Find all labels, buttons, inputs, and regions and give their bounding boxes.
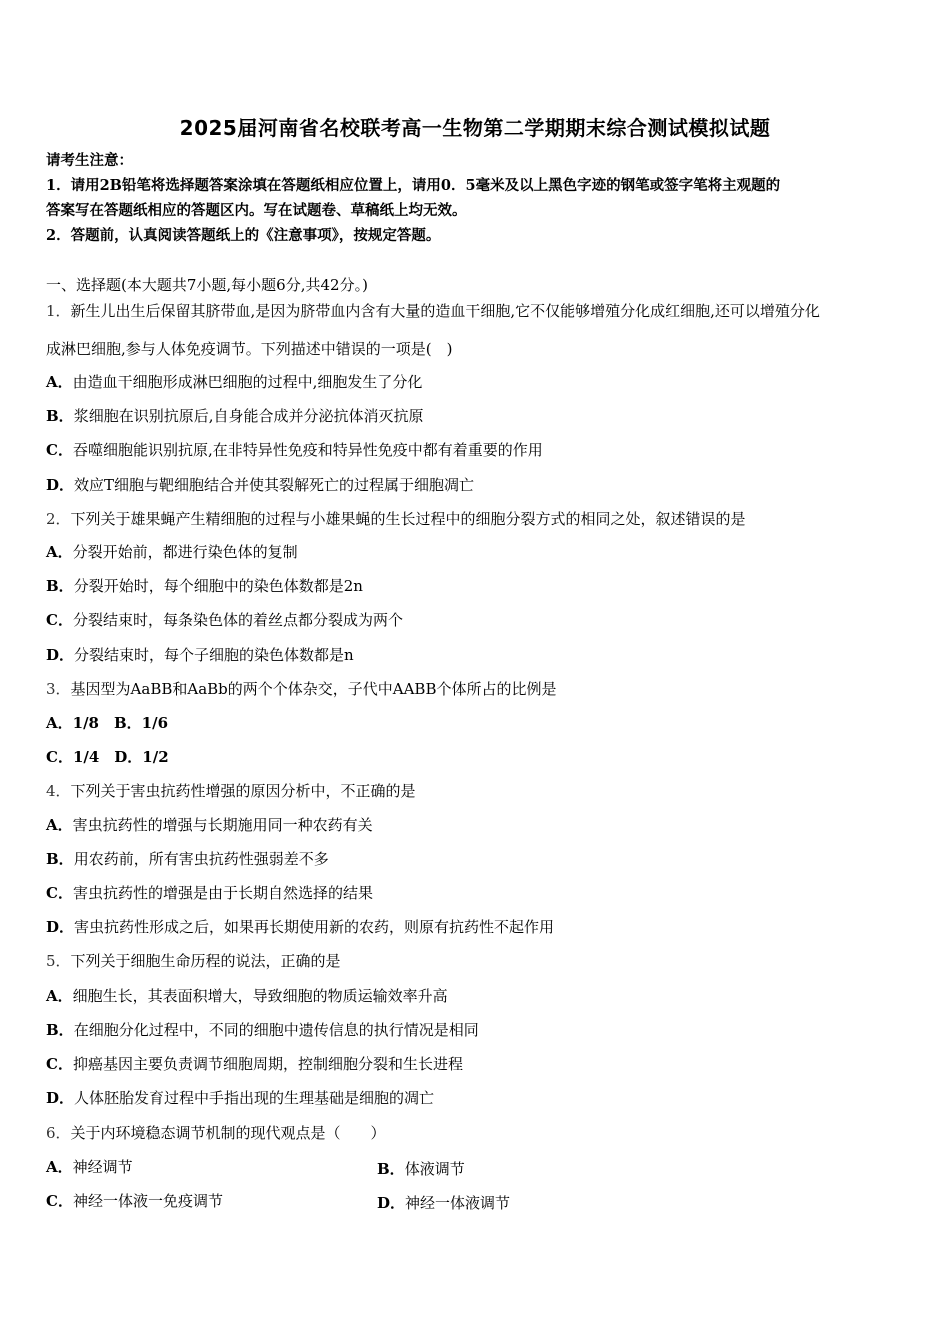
question-1-option-b: B．浆细胞在识别抗原后,自身能合成并分泌抗体消灭抗原 [46,407,424,425]
question-3-options-row-2: C．1/4 D．1/2 [46,748,169,766]
question-2-stem [46,510,746,529]
question-number: 4． [46,782,71,800]
question-text: 基因型为AaBB和AaBb的两个个体杂交，子代中AABB个体所占的比例是 [70,680,557,698]
notice-item-1-line-1: 1．请用2B铅笔将选择题答案涂填在答题纸相应位置上，请用0．5毫米及以上黑色字迹的钢笔或签字笔将主观题的 [46,177,781,194]
question-text: 下列关于害虫抗药性增强的原因分析中，不正确的是 [70,782,416,800]
question-5-option-a: A．细胞生长，其表面积增大，导致细胞的物质运输效率升高 [46,987,448,1005]
question-6-option-d: D．神经一体液调节 [377,1194,511,1212]
question-6-stem [46,1124,386,1143]
page-title: 2025届河南省名校联考高一生物第二学期期末综合测试模拟试题 [179,116,771,140]
question-3-stem [46,680,556,699]
question-text: 新生儿出生后保留其脐带血,是因为脐带血内含有大量的造血干细胞,它不仅能够增殖分化成红细胞,还可以增殖分化 [70,302,820,320]
question-3-options-row-1: A．1/8 B．1/6 [46,714,169,732]
question-number: 1． [46,302,71,320]
question-text: 下列关于细胞生命历程的说法，正确的是 [70,952,341,970]
question-6-option-a: A．神经调节 [46,1158,133,1176]
question-2-option-b: B．分裂开始时，每个细胞中的染色体数都是2n [46,577,363,595]
question-1-option-c: C．吞噬细胞能识别抗原,在非特异性免疫和特异性免疫中都有着重要的作用 [46,441,543,459]
section-heading: 一、选择题(本大题共7小题,每小题6分,共42分。) [46,276,368,294]
question-2-option-a: A．分裂开始前，都进行染色体的复制 [46,543,298,561]
question-text: 下列关于雄果蝇产生精细胞的过程与小雄果蝇的生长过程中的细胞分裂方式的相同之处，叙述错误的是 [70,510,746,528]
question-4-option-c: C．害虫抗药性的增强是由于长期自然选择的结果 [46,884,373,902]
question-4-stem [46,782,416,801]
question-number: 6． [46,1124,71,1142]
question-2-option-c: C．分裂结束时，每条染色体的着丝点都分裂成为两个 [46,611,403,629]
question-4-option-d: D．害虫抗药性形成之后，如果再长期使用新的农药，则原有抗药性不起作用 [46,918,555,936]
question-text: 关于内环境稳态调节机制的现代观点是（ ） [70,1124,386,1142]
question-2-option-d: D．分裂结束时，每个子细胞的染色体数都是n [46,646,354,664]
notice-heading: 请考生注意： [46,152,133,169]
question-5-option-b: B．在细胞分化过程中，不同的细胞中遗传信息的执行情况是相同 [46,1021,479,1039]
question-1-stem-cont: 成淋巴细胞,参与人体免疫调节。下列描述中错误的一项是( ) [46,340,453,358]
question-1-stem [46,302,820,321]
notice-item-1-line-2: 答案写在答题纸相应的答题区内。写在试题卷、草稿纸上均无效。 [46,202,467,219]
question-6-option-b: B．体液调节 [377,1160,465,1178]
question-1-option-a: A．由造血干细胞形成淋巴细胞的过程中,细胞发生了分化 [46,373,423,391]
question-6-option-c: C．神经一体液一免疫调节 [46,1192,223,1210]
question-number: 3． [46,680,71,698]
question-5-option-d: D．人体胚胎发育过程中手指出现的生理基础是细胞的凋亡 [46,1089,435,1107]
question-1-option-d: D．效应T细胞与靶细胞结合并使其裂解死亡的过程属于细胞凋亡 [46,476,475,494]
question-4-option-a: A．害虫抗药性的增强与长期施用同一种农药有关 [46,816,373,834]
question-number: 2． [46,510,71,528]
question-5-stem [46,952,341,971]
notice-item-2: 2．答题前，认真阅读答题纸上的《注意事项》，按规定答题。 [46,227,441,244]
question-5-option-c: C．抑癌基因主要负责调节细胞周期，控制细胞分裂和生长进程 [46,1055,463,1073]
question-4-option-b: B．用农药前，所有害虫抗药性强弱差不多 [46,850,329,868]
question-number: 5． [46,952,71,970]
